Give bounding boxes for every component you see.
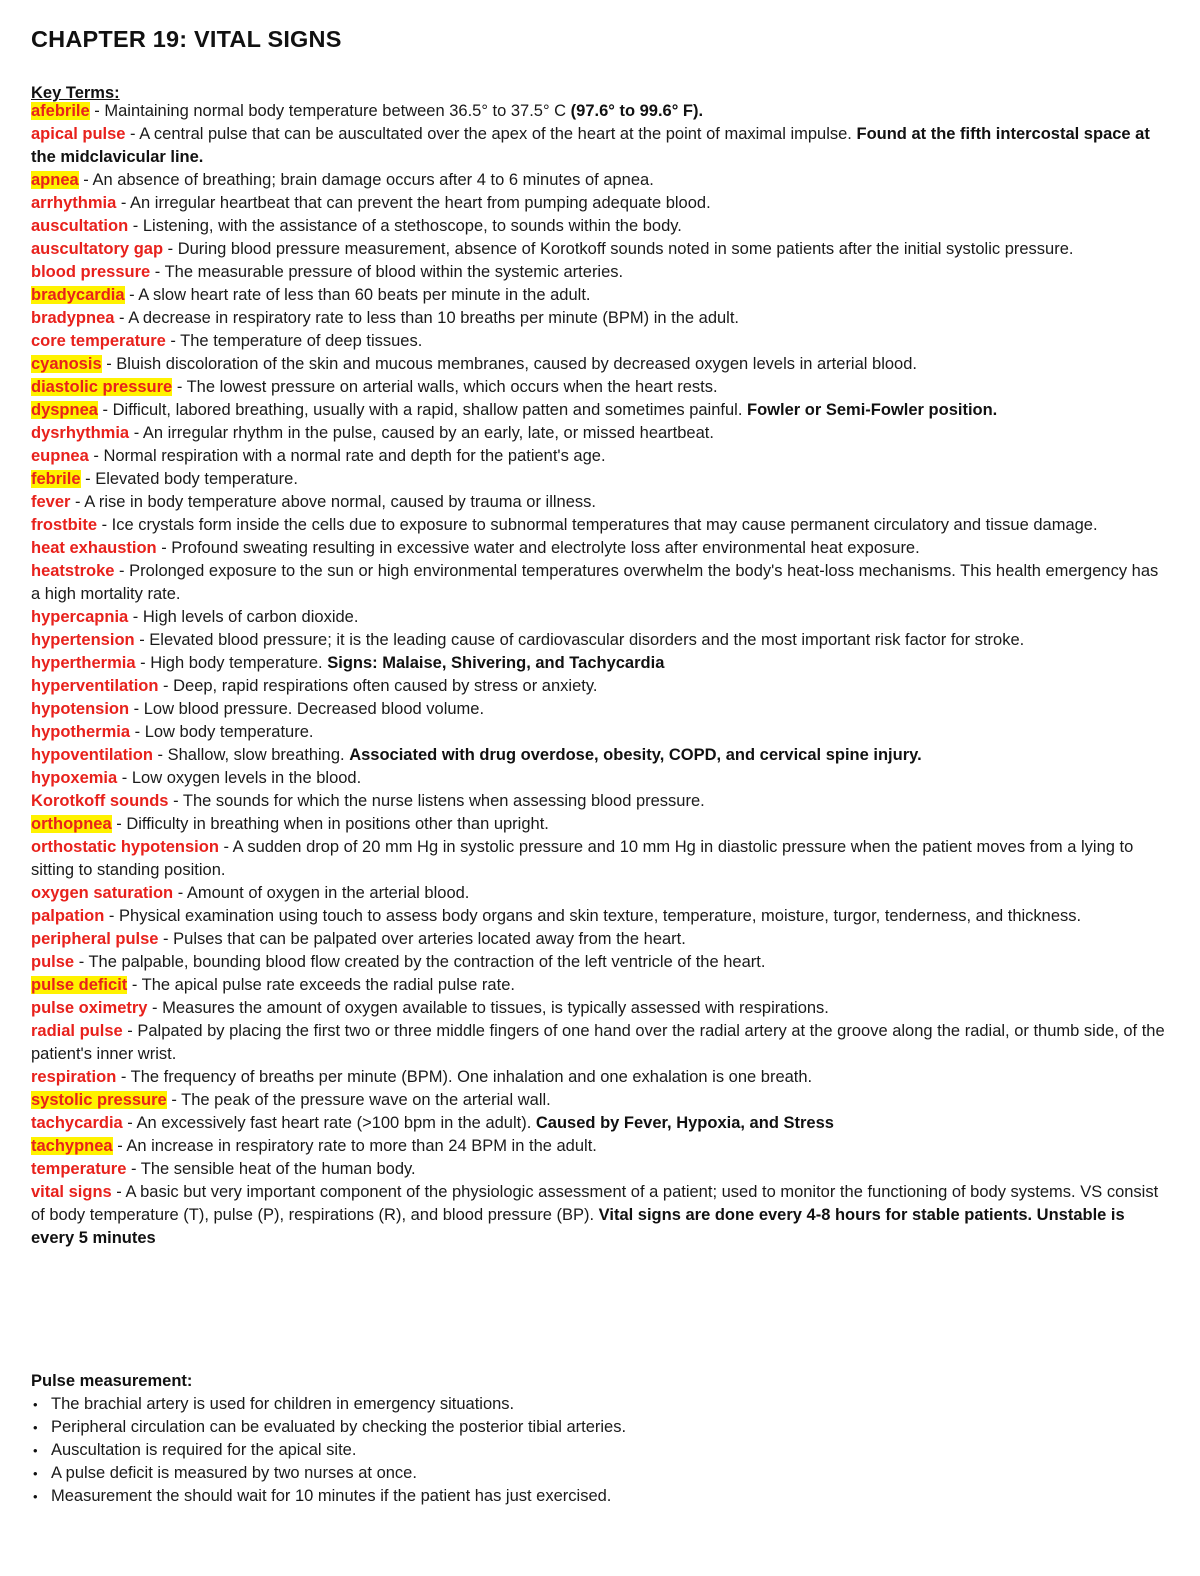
glossary-definition: - The sounds for which the nurse listens when assessing blood pressure. (168, 792, 705, 810)
glossary-entry (31, 1181, 1171, 1250)
bullet-icon: • (33, 1397, 38, 1412)
glossary-definition: - Measures the amount of oxygen available to tissues, is typically assessed with respirations. (147, 999, 829, 1017)
glossary-entry (31, 468, 1171, 491)
glossary-term: cyanosis (31, 355, 102, 373)
glossary-definition: - Difficult, labored breathing, usually with a rapid, shallow patten and sometimes painful. (97, 401, 747, 419)
glossary-term: hypertension (31, 631, 135, 649)
glossary-definition: - The apical pulse rate exceeds the radial pulse rate. (127, 976, 515, 994)
glossary-note: (97.6° to 99.6° F). (570, 102, 704, 120)
glossary-entry (31, 215, 1171, 238)
glossary-term: hypothermia (31, 723, 131, 741)
glossary-entry (31, 192, 1171, 215)
glossary-definition: - Maintaining normal body temperature between 36.5° to 37.5° C (89, 102, 571, 120)
glossary-definition: - An irregular heartbeat that can prevent the heart from pumping adequate blood. (116, 194, 711, 212)
glossary-entry (31, 951, 1171, 974)
glossary-term: eupnea (31, 447, 89, 465)
glossary-definition: - The frequency of breaths per minute (BPM). One inhalation and one exhalation is one breath. (116, 1068, 813, 1086)
glossary-term: diastolic pressure (31, 378, 173, 396)
glossary-entry (31, 928, 1171, 951)
bullet-text: Measurement the should wait for 10 minutes if the patient has just exercised. (51, 1487, 612, 1505)
bullet-item (31, 1462, 1171, 1485)
glossary-term: hyperthermia (31, 654, 136, 672)
glossary-entry (31, 261, 1171, 284)
glossary-term: palpation (31, 907, 105, 925)
glossary-term: dysrhythmia (31, 424, 130, 442)
glossary-definition: - An excessively fast heart rate (>100 bpm in the adult). (122, 1114, 536, 1132)
glossary-entry (31, 652, 1171, 675)
glossary-term: dyspnea (31, 401, 98, 419)
bullet-text: Peripheral circulation can be evaluated by checking the posterior tibial arteries. (51, 1418, 627, 1436)
glossary-term: apical pulse (31, 125, 126, 143)
glossary-note: Signs: Malaise, Shivering, and Tachycardia (327, 654, 665, 672)
key-terms-heading: Key Terms: (31, 84, 120, 102)
glossary-term: tachycardia (31, 1114, 123, 1132)
glossary-entry (31, 1112, 1171, 1135)
pulse-measurement-list (31, 1393, 1171, 1508)
glossary-term: fever (31, 493, 71, 511)
glossary-definition: - Shallow, slow breathing. (152, 746, 350, 764)
glossary-term: febrile (31, 470, 81, 488)
glossary-term: auscultatory gap (31, 240, 164, 258)
glossary-note: Caused by Fever, Hypoxia, and Stress (535, 1114, 834, 1132)
glossary-term: heatstroke (31, 562, 115, 580)
glossary-definition: - A decrease in respiratory rate to less than 10 breaths per minute (BPM) in the adult. (114, 309, 740, 327)
glossary-definition: - The palpable, bounding blood flow created by the contraction of the left ventricle of the heart. (74, 953, 766, 971)
glossary-definition: - Low body temperature. (130, 723, 314, 741)
glossary-definition: - Pulses that can be palpated over arteries located away from the heart. (158, 930, 686, 948)
glossary-entry (31, 836, 1171, 882)
glossary-definition: - Low oxygen levels in the blood. (117, 769, 362, 787)
glossary-entry (31, 491, 1171, 514)
glossary-definition: - During blood pressure measurement, absence of Korotkoff sounds noted in some patients after the initial systolic pressure. (163, 240, 1074, 258)
glossary-entry (31, 675, 1171, 698)
glossary-term: peripheral pulse (31, 930, 159, 948)
glossary-definition: - An increase in respiratory rate to more than 24 BPM in the adult. (112, 1137, 597, 1155)
glossary-definition: - A central pulse that can be auscultated over the apex of the heart at the point of maximal impulse. (125, 125, 857, 143)
glossary-entry (31, 238, 1171, 261)
glossary-entry (31, 1066, 1171, 1089)
glossary-entry (31, 744, 1171, 767)
glossary-definition: - Elevated body temperature. (80, 470, 298, 488)
bullet-text: The brachial artery is used for children in emergency situations. (51, 1395, 515, 1413)
page-title: CHAPTER 19: VITAL SIGNS (31, 26, 342, 52)
glossary-entry (31, 445, 1171, 468)
glossary-definition: - Difficulty in breathing when in positions other than upright. (111, 815, 549, 833)
glossary-definition: - Deep, rapid respirations often caused by stress or anxiety. (158, 677, 598, 695)
glossary-term: tachypnea (31, 1137, 113, 1155)
glossary-definition: - Low blood pressure. Decreased blood volume. (129, 700, 485, 718)
bullet-item (31, 1416, 1171, 1439)
glossary-term: auscultation (31, 217, 129, 235)
glossary-entry (31, 353, 1171, 376)
glossary-term: hypotension (31, 700, 130, 718)
glossary-entry (31, 537, 1171, 560)
bullet-icon: • (33, 1466, 38, 1481)
glossary-entry (31, 698, 1171, 721)
glossary-entry (31, 974, 1171, 997)
glossary-term: oxygen saturation (31, 884, 174, 902)
glossary-definition: - A basic but very important component of the physiologic assessment of a patient; used to monitor the functioning of body systems. VS consist of body temperature (T), pulse (P), respirations (R), and blood pressure (BP). (31, 1183, 1159, 1224)
glossary-entry (31, 399, 1171, 422)
glossary-term: hyperventilation (31, 677, 159, 695)
glossary-term: hypoxemia (31, 769, 118, 787)
glossary-term: orthopnea (31, 815, 112, 833)
glossary-entry (31, 376, 1171, 399)
glossary-note: Fowler or Semi-Fowler position. (747, 401, 998, 419)
glossary-definition: - Physical examination using touch to assess body organs and skin texture, temperature, moisture, turgor, tenderness, and thickness. (104, 907, 1082, 925)
glossary-entry (31, 514, 1171, 537)
glossary-definition: - An absence of breathing; brain damage occurs after 4 to 6 minutes of apnea. (78, 171, 654, 189)
glossary-entry (31, 1089, 1171, 1112)
glossary-entry (31, 1020, 1171, 1066)
glossary-term: systolic pressure (31, 1091, 167, 1109)
glossary-definition: - Ice crystals form inside the cells due to exposure to subnormal temperatures that may cause permanent circulatory and tissue damage. (97, 516, 1098, 534)
glossary-definition: - Palpated by placing the first two or three middle fingers of one hand over the radial artery at the groove along the radial, or thumb side, of the patient's inner wrist. (31, 1022, 1165, 1063)
bullet-text: Auscultation is required for the apical site. (51, 1441, 357, 1459)
glossary-definition: - Prolonged exposure to the sun or high environmental temperatures overwhelm the body's heat-loss mechanisms. This health emergency has a high mortality rate. (31, 562, 1159, 603)
glossary-definition: - The temperature of deep tissues. (165, 332, 423, 350)
bullet-icon: • (33, 1420, 38, 1435)
glossary-definition: - An irregular rhythm in the pulse, caused by an early, late, or missed heartbeat. (129, 424, 714, 442)
glossary-entry (31, 790, 1171, 813)
bullet-icon: • (33, 1443, 38, 1458)
bullet-item (31, 1485, 1171, 1508)
glossary-entry (31, 1135, 1171, 1158)
glossary-term: Korotkoff sounds (31, 792, 169, 810)
pulse-measurement-heading: Pulse measurement: (31, 1372, 193, 1390)
glossary-definition: - Normal respiration with a normal rate and depth for the patient's age. (88, 447, 606, 465)
glossary-term: core temperature (31, 332, 166, 350)
glossary-definition: - Profound sweating resulting in excessive water and electrolyte loss after environmental heat exposure. (156, 539, 920, 557)
glossary-entry (31, 422, 1171, 445)
bullet-icon: • (33, 1489, 38, 1504)
glossary-term: apnea (31, 171, 79, 189)
bullet-item (31, 1439, 1171, 1462)
glossary-definition: - High levels of carbon dioxide. (128, 608, 359, 626)
glossary-definition: - A rise in body temperature above normal, caused by trauma or illness. (70, 493, 596, 511)
bullet-item (31, 1393, 1171, 1416)
bullet-text: A pulse deficit is measured by two nurses at once. (51, 1464, 417, 1482)
glossary-entry (31, 169, 1171, 192)
glossary-definition: - The peak of the pressure wave on the arterial wall. (166, 1091, 551, 1109)
glossary-definition: - Amount of oxygen in the arterial blood. (173, 884, 470, 902)
glossary-note: Found at the fifth intercostal space at the midclavicular line. (31, 125, 1150, 166)
glossary-term: blood pressure (31, 263, 151, 281)
glossary-term: orthostatic hypotension (31, 838, 219, 856)
glossary-term: hypoventilation (31, 746, 153, 764)
glossary-term: heat exhaustion (31, 539, 157, 557)
glossary-entry (31, 330, 1171, 353)
glossary-term: vital signs (31, 1183, 112, 1201)
glossary-entry (31, 997, 1171, 1020)
glossary-term: pulse oximetry (31, 999, 148, 1017)
glossary-definition: - Elevated blood pressure; it is the leading cause of cardiovascular disorders and the most important risk factor for stroke. (134, 631, 1025, 649)
glossary-entry (31, 606, 1171, 629)
glossary-term: hypercapnia (31, 608, 129, 626)
glossary-term: bradycardia (31, 286, 125, 304)
glossary-entry (31, 813, 1171, 836)
glossary-note: Associated with drug overdose, obesity, COPD, and cervical spine injury. (349, 746, 922, 764)
glossary-term: radial pulse (31, 1022, 123, 1040)
glossary-entry (31, 721, 1171, 744)
glossary-definition: - The measurable pressure of blood within the systemic arteries. (150, 263, 624, 281)
glossary-definition: - A slow heart rate of less than 60 beats per minute in the adult. (124, 286, 591, 304)
glossary-entry (31, 284, 1171, 307)
glossary-entry (31, 767, 1171, 790)
glossary-term: respiration (31, 1068, 117, 1086)
glossary-note: Vital signs are done every 4-8 hours for stable patients. Unstable is every 5 minutes (31, 1206, 1125, 1247)
glossary-term: afebrile (31, 102, 90, 120)
glossary-definition: - Bluish discoloration of the skin and mucous membranes, caused by decreased oxygen levels in arterial blood. (101, 355, 917, 373)
glossary-entry (31, 307, 1171, 330)
glossary-entry (31, 123, 1171, 169)
glossary-entry (31, 905, 1171, 928)
glossary-term: pulse deficit (31, 976, 128, 994)
glossary-term: pulse (31, 953, 75, 971)
glossary-term: arrhythmia (31, 194, 117, 212)
glossary-entry (31, 1158, 1171, 1181)
glossary-definition: - High body temperature. (135, 654, 328, 672)
glossary-definition: - The lowest pressure on arterial walls, which occurs when the heart rests. (172, 378, 718, 396)
glossary-term: bradypnea (31, 309, 115, 327)
glossary-entry (31, 629, 1171, 652)
glossary-definition: - The sensible heat of the human body. (126, 1160, 416, 1178)
glossary-entry (31, 882, 1171, 905)
glossary-definition: - Listening, with the assistance of a stethoscope, to sounds within the body. (128, 217, 682, 235)
glossary-definition: - A sudden drop of 20 mm Hg in systolic pressure and 10 mm Hg in diastolic pressure when the patient moves from a lying to sitting to standing position. (31, 838, 1134, 879)
key-terms-list (31, 100, 1171, 1250)
glossary-entry (31, 100, 1171, 123)
glossary-term: temperature (31, 1160, 127, 1178)
glossary-term: frostbite (31, 516, 97, 534)
glossary-entry (31, 560, 1171, 606)
